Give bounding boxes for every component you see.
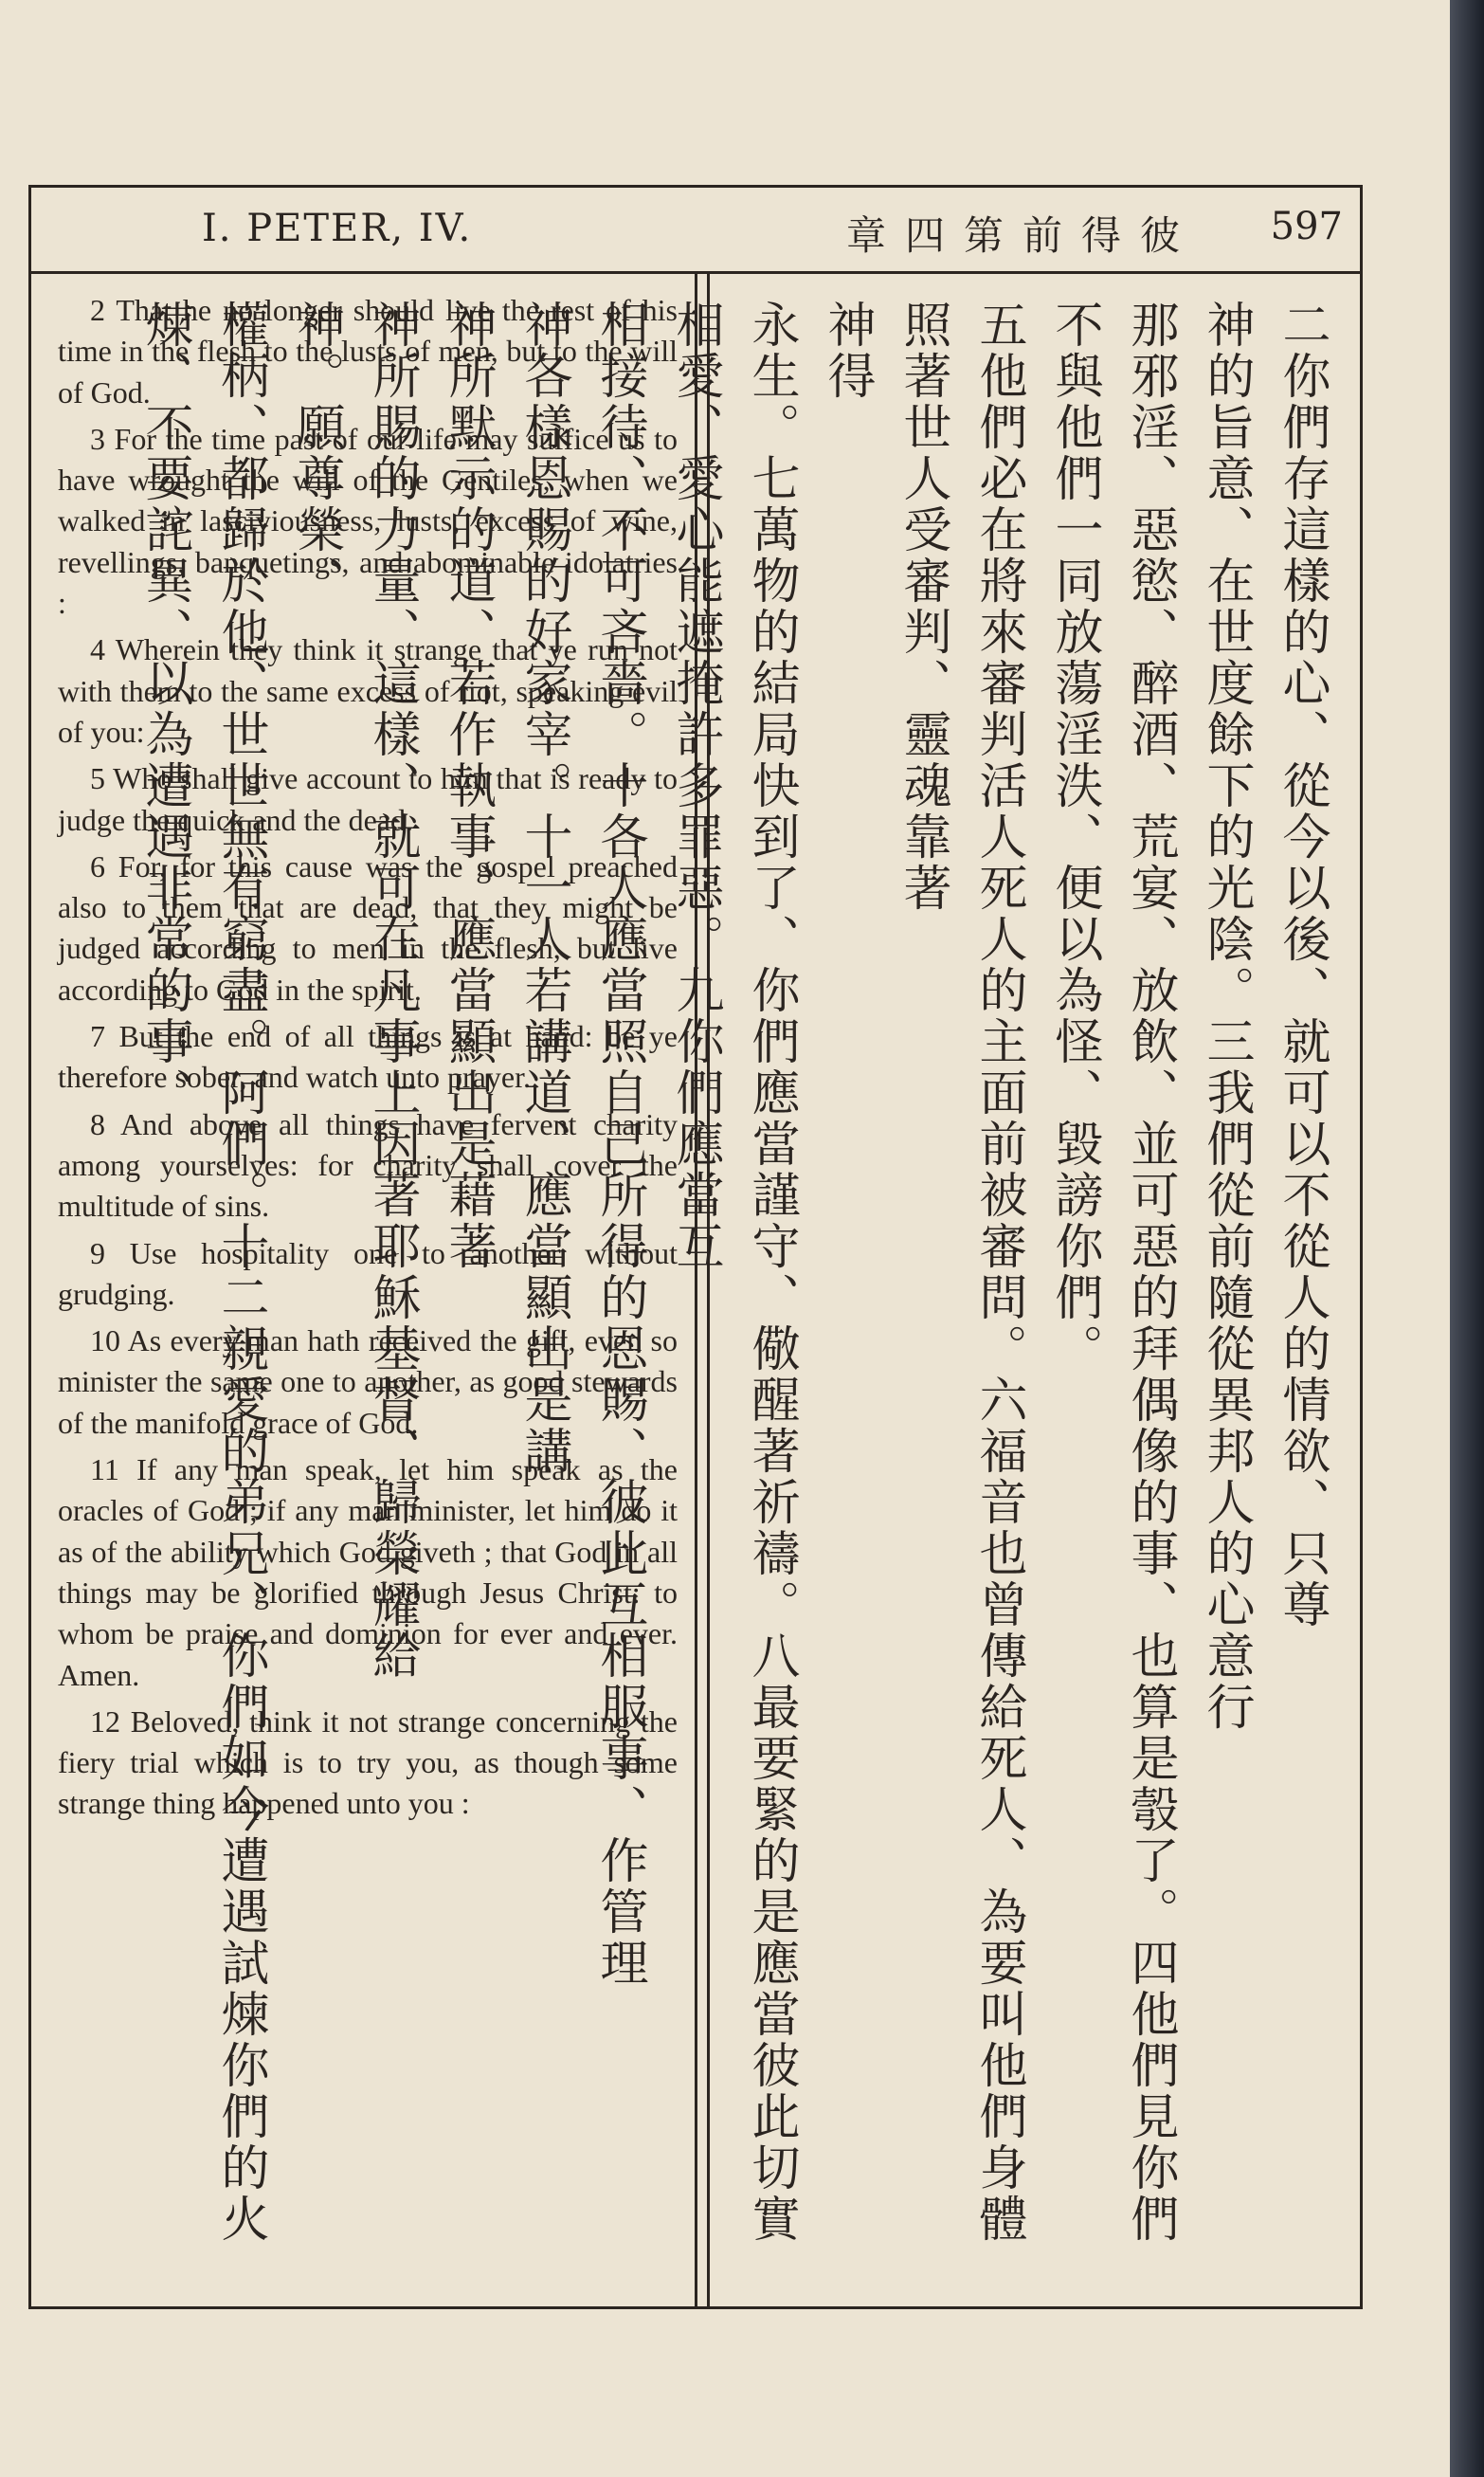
page-number: 597 xyxy=(1270,205,1343,248)
verse-7: 7 But the end of all things is at hand: be ye therefore sober, and watch unto prayer. xyxy=(58,1019,678,1095)
running-header xyxy=(31,188,1360,274)
chinese-text-column: 神各樣恩賜的好家宰。十一人若講道、應當顯出是講 xyxy=(516,300,571,1477)
chinese-text-column: 神得 xyxy=(819,300,875,402)
book-chapter-title: I. PETER, IV. xyxy=(202,207,473,250)
verse-3: 3 For the time past of our life may suffice us to have wrought the will of the Gentiles, when we walked in lasciviousness, lusts, excess of wine, revellings, banquetings, and abominable idolatries : xyxy=(58,421,678,621)
verse-8: 8 And above all things have fervent charity among yourselves: for charity shall cover the multitude of sins. xyxy=(58,1106,678,1224)
chinese-text-column: 神的旨意、在世度餘下的光陰。三我們從前隨從異邦人的心意行 xyxy=(1198,300,1254,1733)
chinese-text-column: 權柄、都歸於他、世世無有窮盡。阿們。十二親愛的弟兄、你們如今遭遇試煉你們的火煉、不要詫異、以為遭遇非常的事、 xyxy=(136,300,268,2245)
chinese-text-column: 那邪淫、惡慾、醉酒、荒宴、放飲、並可惡的拜偶像的事、也算是彀了。四他們見你們不與他們一同放蕩淫泆、便以為怪、毀謗你們。 xyxy=(1046,300,1178,2245)
chinese-text-column: 神。願尊榮、 xyxy=(288,300,344,607)
verse-5: 5 Who shall give account to him that is ready to judge the quick and the dead. xyxy=(58,761,678,837)
verse-4: 4 Wherein they think it strange that ye run not with them to the same excess of riot, speaking evil of you: xyxy=(58,632,678,749)
chinese-text-column: 相接待、不可吝嗇。十各人應當照自己所得的恩賜、彼此互相服事、作管理 xyxy=(591,300,647,1989)
verse-2: 2 That he no longer should live the rest of his time in the flesh to the lusts of men, but to the will of God. xyxy=(58,293,678,410)
verse-12: 12 Beloved, think it not strange concerning the fiery trial which is to try you, as though some strange thing happened unto you : xyxy=(58,1703,678,1821)
verse-9: 9 Use hospitality one to another without grudging. xyxy=(58,1235,678,1311)
chinese-text-column: 神所默示的道、若作執事、應當顯出是藉著 xyxy=(440,300,496,1272)
chinese-chapter-title: 章四第前得彼 xyxy=(846,212,1200,259)
verse-6: 6 For, for this cause was the gospel preached also to them that are dead, that they might be judged according to men in the flesh, but live according to God in the spirit. xyxy=(58,848,678,1007)
chinese-text-column: 五他們必在將來審判活人死人的主面前被審問。六福音也曾傳給死人、為要叫他們身體照著世人受審判、靈魂靠著 xyxy=(895,300,1026,2245)
chinese-text-column: 神所賜的力量、這樣、就可在凡事上因著耶穌基督、歸榮耀給 xyxy=(364,300,420,1682)
verse-11: 11 If any man speak, let him speak as the oracles of God ; if any man minister, let him do it as of the ability which God giveth ; that God in all things may be glorified through Jesus Christ: to whom be praise and dominion for ever and ever. Amen. xyxy=(58,1452,678,1692)
chinese-text-column: 永生。七萬物的結局快到了、你們應當謹守、儆醒著祈禱。八最要緊的是應當彼此切實相愛、愛心能遮掩許多罪惡。九你們應當互 xyxy=(667,300,799,2245)
verse-10: 10 As every man hath received the gift, even so minister the same one to another, as good stewards of the manifold grace of God. xyxy=(58,1323,678,1440)
page-frame xyxy=(28,185,1363,2309)
chinese-text-column: 二你們存這樣的心、從今以後、就可以不從人的情欲、只尊 xyxy=(1274,300,1330,1630)
book-binding-edge xyxy=(1450,0,1484,2477)
